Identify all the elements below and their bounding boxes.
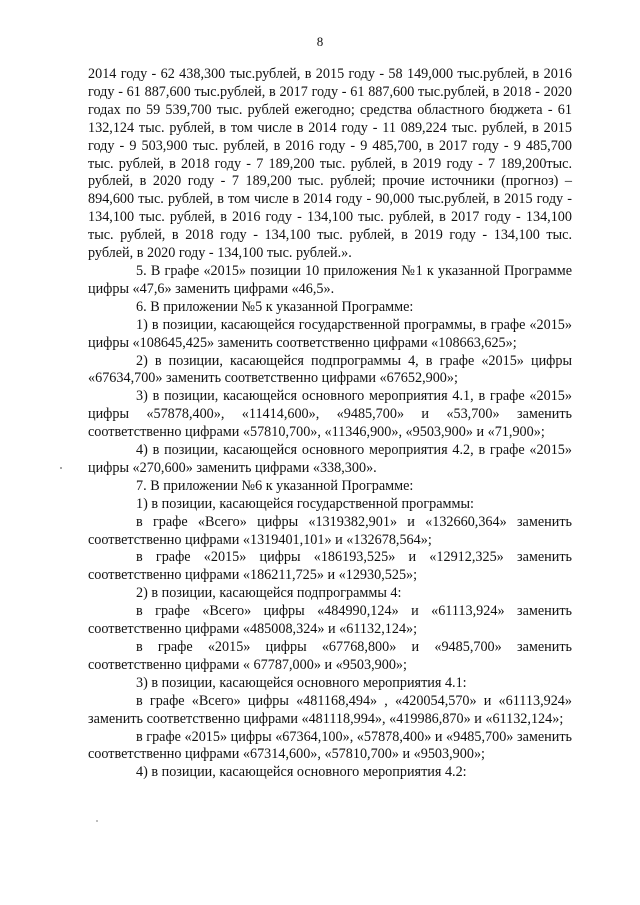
paragraph-item-7-2-total: в графе «Всего» цифры «484990,124» и «61113,924» заменить соответственно цифрами «485008,324» и «61132,124»;	[88, 603, 572, 638]
paragraph-item-7-2: 2) в позиции, касающейся подпрограммы 4:	[136, 585, 402, 602]
paragraph-item-7-3-total: в графе «Всего» цифры «481168,494» , «420054,570» и «61113,924» заменить соответственно цифрами «481118,994», «419986,870» и «61132,124»;	[88, 692, 572, 727]
paragraph-item-7-3-2015: в графе «2015» цифры «67364,100», «57878,400» и «9485,700» заменить соответственно цифрами «67314,600», «57810,700» и «9503,900»;	[88, 728, 572, 763]
paragraph-item-7-1-2015: в графе «2015» цифры «186193,525» и «12912,325» заменить соответственно цифрами «186211,725» и «12930,525»;	[88, 549, 572, 584]
paragraph-item-7-2-2015: в графе «2015» цифры «67768,800» и «9485,700» заменить соответственно цифрами « 67787,000» и «9503,900»;	[88, 639, 572, 673]
paragraph-item-5: 5. В графе «2015» позиции 10 приложения №1 к указанной Программе цифры «47,6» заменить цифрами «46,5».	[88, 262, 572, 297]
paragraph-item-7-1: 1) в позиции, касающейся государственной программы:	[136, 495, 474, 512]
paragraph-item-6-3: 3) в позиции, касающейся основного мероприятия 4.1, в графе «2015» цифры «57878,400», «11414,600», «9485,700» и «53,700» заменить соответственно цифрами «57810,700», «11346,900», «9503,900» и «71,900»;	[88, 388, 572, 441]
paragraph-item-7-4: 4) в позиции, касающейся основного мероприятия 4.2:	[136, 764, 467, 781]
page-number: 8	[316, 34, 324, 49]
paragraph-item-7-1-total: в графе «Всего» цифры «1319382,901» и «132660,364» заменить соответственно цифрами «1319401,101» и «132678,564»;	[88, 513, 572, 548]
paragraph-item-6: 6. В приложении №5 к указанной Программе:	[136, 298, 414, 315]
paragraph-item-7-3: 3) в позиции, касающейся основного мероприятия 4.1:	[136, 674, 467, 691]
paragraph-item-6-1: 1) в позиции, касающейся государственной программы, в графе «2015» цифры «108645,425» заменить соответственно цифрами «108663,625»;	[88, 316, 572, 351]
paragraph-item-7: 7. В приложении №6 к указанной Программе:	[136, 477, 414, 494]
document-body	[88, 66, 572, 782]
scan-speck	[60, 467, 62, 469]
scan-speck	[96, 820, 98, 822]
paragraph-item-6-2: 2) в позиции, касающейся подпрограммы 4, в графе «2015» цифры «67634,700» заменить соответственно цифрами «67652,900»;	[88, 352, 572, 387]
paragraph-funding-breakdown: 2014 году - 62 438,300 тыс.рублей, в 2015 году - 58 149,000 тыс.рублей, в 2016 году - 61 887,600 тыс.рублей, в 2017 году - 61 887,600 тыс.рублей, в 2018 - 2020 годах по 59 539,700 тыс. рублей ежегодно; средства областного бюджета - 61 132,124 тыс. рублей, в том числе в 2014 году - 11 089,224 тыс. рублей, в 2015 году - 9 503,900 тыс. рублей, в 2016 году - 9 485,700, в 2017 году - 9 485,700 тыс. рублей, в 2018 году - 7 189,200 тыс. рублей, в 2019 году - 7 189,200тыс. рублей, в 2020 году - 7 189,200 тыс. рублей; прочие источники (прогноз) – 894,600 тыс. рублей, в том числе в 2014 году - 90,000 тыс.рублей, в 2015 году - 134,100 тыс. рублей, в 2016 году - 134,100 тыс. рублей, в 2017 году - 134,100 тыс. рублей, в 2018 году - 134,100 тыс. рублей, в 2019 году - 134,100 тыс. рублей, в 2020 году - 134,100 тыс. рублей.».	[88, 66, 572, 262]
paragraph-item-6-4: 4) в позиции, касающейся основного мероприятия 4.2, в графе «2015» цифры «270,600» заменить цифрами «338,300».	[88, 442, 572, 476]
